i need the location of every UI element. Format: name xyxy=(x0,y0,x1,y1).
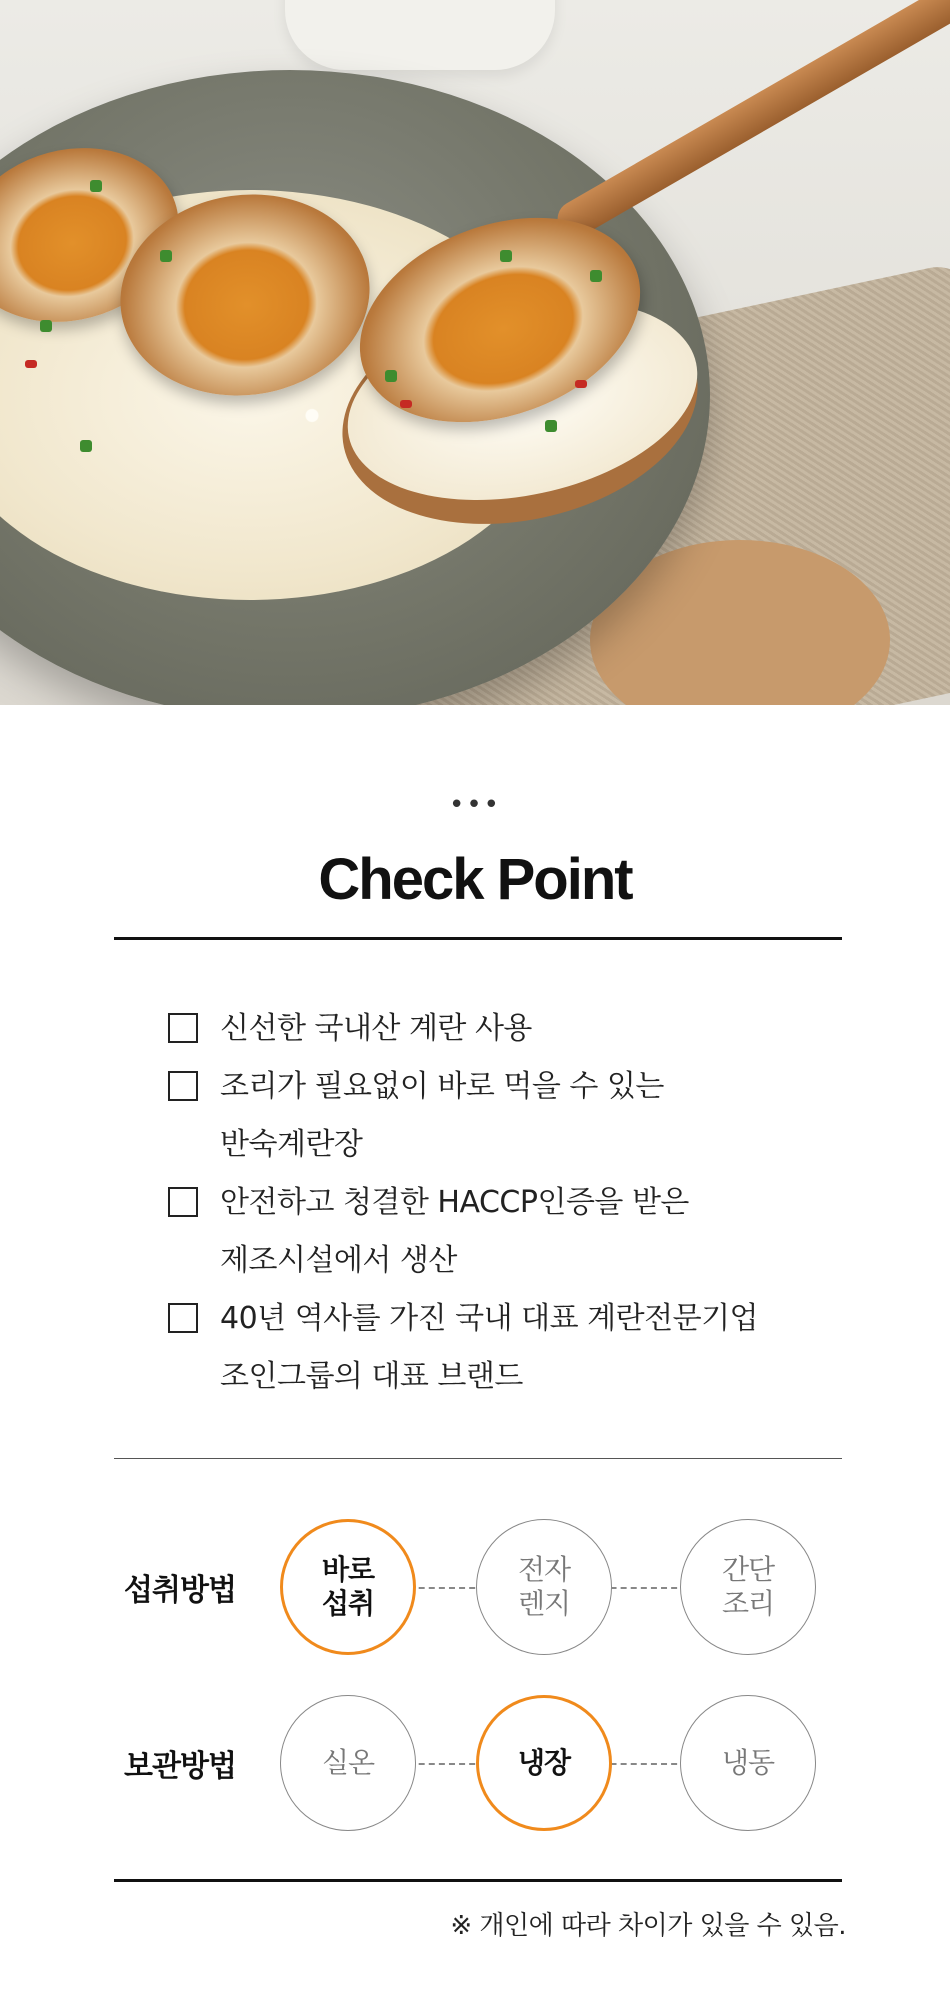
checkpoint-item xyxy=(168,1058,808,1174)
green-onion xyxy=(40,320,52,332)
consumption-method-label: 섭취방법 xyxy=(124,1573,236,1608)
red-pepper xyxy=(25,360,37,368)
green-onion xyxy=(80,440,92,452)
disclaimer-note: ※ 개인에 따라 차이가 있을 수 있음. xyxy=(450,1911,846,1941)
checkbox-icon xyxy=(168,1303,198,1333)
red-pepper xyxy=(400,400,412,408)
storage-method-row xyxy=(114,1693,842,1833)
option-frozen xyxy=(680,1695,816,1831)
checkbox-icon xyxy=(168,1187,198,1217)
checkpoint-text-continued: 제조시설에서 생산 xyxy=(220,1243,457,1278)
checkpoint-text: 안전하고 청결한 HACCP인증을 받은 xyxy=(220,1185,689,1220)
checkpoint-item xyxy=(168,1290,808,1406)
checkbox-icon xyxy=(168,1071,198,1101)
ellipsis-ornament: ••• xyxy=(448,790,501,820)
checkbox-icon xyxy=(168,1013,198,1043)
checkpoint-text-continued: 반숙계란장 xyxy=(220,1127,363,1162)
green-onion xyxy=(160,250,172,262)
background-cup xyxy=(285,0,555,70)
option-label: 냉장 xyxy=(517,1746,571,1779)
green-onion xyxy=(590,270,602,282)
checkpoint-text: 신선한 국내산 계란 사용 xyxy=(220,1011,532,1046)
checkpoint-text: 40년 역사를 가진 국내 대표 계란전문기업 xyxy=(220,1301,759,1336)
section-divider xyxy=(114,1458,842,1459)
green-onion xyxy=(500,250,512,262)
option-label: 바로 섭취 xyxy=(321,1553,375,1620)
storage-method-label: 보관방법 xyxy=(124,1749,236,1784)
section-title: Check Point xyxy=(318,847,632,912)
red-pepper xyxy=(575,380,587,388)
spoon-handle xyxy=(551,0,950,244)
option-microwave xyxy=(476,1519,612,1655)
consumption-method-row xyxy=(114,1517,842,1657)
option-label: 냉동 xyxy=(721,1746,775,1779)
option-refrigerated xyxy=(476,1695,612,1831)
option-simple-cooking xyxy=(680,1519,816,1655)
checkpoint-item xyxy=(168,1174,808,1290)
bottom-divider xyxy=(114,1879,842,1882)
checkpoint-text-continued: 조인그룹의 대표 브랜드 xyxy=(220,1359,523,1394)
hero-photo xyxy=(0,0,950,705)
option-room-temperature xyxy=(280,1695,416,1831)
option-label: 전자 렌지 xyxy=(517,1553,571,1620)
option-label: 간단 조리 xyxy=(721,1553,775,1620)
green-onion xyxy=(385,370,397,382)
option-label: 실온 xyxy=(321,1746,375,1779)
checkpoint-text: 조리가 필요없이 바로 먹을 수 있는 xyxy=(220,1069,664,1104)
option-eat-directly xyxy=(280,1519,416,1655)
checkpoint-item xyxy=(168,1000,808,1058)
title-divider xyxy=(114,937,842,940)
green-onion xyxy=(90,180,102,192)
green-onion xyxy=(545,420,557,432)
checkpoint-list xyxy=(168,1000,808,1406)
